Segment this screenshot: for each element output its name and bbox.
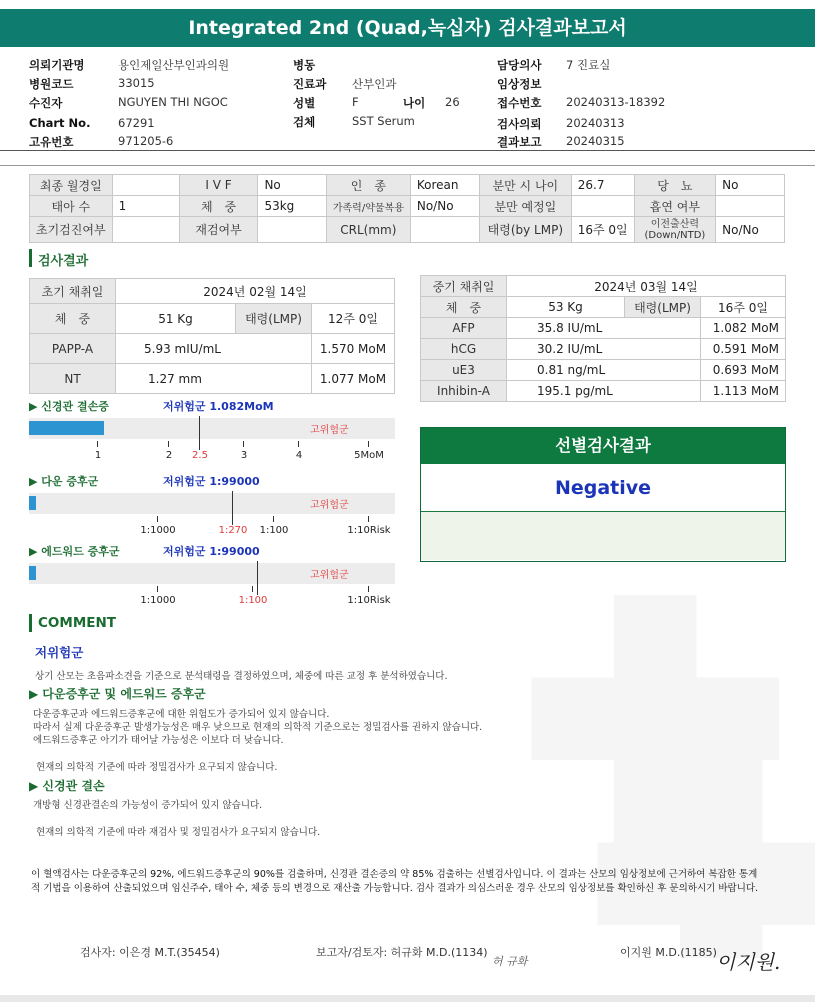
- info-label-cell: 가족력/약물복용: [326, 196, 410, 217]
- info-label-cell: 당 뇨: [634, 175, 716, 196]
- info-value-cell: [112, 175, 179, 196]
- info-value-cell: [410, 217, 479, 243]
- low-risk-text: 상기 산모는 초음파소견을 기준으로 분석태령을 결정하였으며, 체중에 따른 교정 후 분석하였습니다.: [35, 671, 448, 682]
- gauge-tick-label: 1:10Risk: [347, 595, 391, 606]
- info-value-cell: [112, 217, 179, 243]
- gauge-fill: [29, 566, 36, 580]
- papp-a-name: PAPP-A: [30, 334, 116, 364]
- header-left-value: 용인제일산부인과의원: [118, 58, 230, 72]
- gauge-tick: [97, 441, 98, 447]
- papp-a-mom: 1.570 MoM: [312, 334, 395, 364]
- gauge-tick-label: 1:1000: [140, 595, 176, 606]
- header-right-label: 임상정보: [497, 77, 542, 91]
- second-weight-label: 체 중: [421, 297, 507, 318]
- second-label: 중기 채취일: [421, 276, 507, 297]
- info-value-cell: [716, 196, 785, 217]
- hcg-name: hCG: [421, 339, 507, 360]
- info-value-cell: No/No: [716, 217, 785, 243]
- comment-heading-bar: [29, 614, 32, 632]
- gauge-tick-label: 1:10Risk: [347, 525, 391, 536]
- doctor-signature: 이지원 M.D.(1185): [620, 946, 717, 959]
- tester-signature: 검사자: 이은경 M.T.(35454): [80, 946, 220, 959]
- second-ga: 16주 0일: [701, 297, 786, 318]
- ue3-name: uE3: [421, 360, 507, 381]
- header-right-label: 검사의뢰: [497, 117, 542, 131]
- second-date: 2024년 03월 14일: [507, 276, 786, 297]
- header-mid-label: 진료과: [293, 77, 327, 91]
- gauge-tick: [168, 441, 169, 447]
- header-mid-value: 산부인과: [352, 77, 397, 91]
- gauge-high-risk-label: 고위험군: [310, 500, 349, 511]
- nt-mom: 1.077 MoM: [312, 364, 395, 394]
- first-trimester-table: [29, 278, 395, 394]
- down-line-1: 다운증후군과 에드워드증후군에 대한 위험도가 증가되어 있지 않습니다.: [33, 709, 330, 720]
- info-value-cell: 1: [112, 196, 179, 217]
- gauge-tick: [273, 516, 274, 522]
- header-right-label: 결과보고: [497, 135, 542, 149]
- header-mid-label: 병동: [293, 58, 316, 72]
- info-label-cell: 최종 월경일: [30, 175, 113, 196]
- nt-value: 1.27 mm: [116, 364, 312, 394]
- nt-name: NT: [30, 364, 116, 394]
- header-divider-2: [0, 165, 815, 166]
- second-trimester-table: [420, 275, 786, 402]
- screening-heading: 선별검사결과: [421, 428, 785, 464]
- footnote-line-2: 적 기법을 이용하여 산출되었으며 임신주수, 태아 수, 체중 등의 변경으로 재산출 가능합니다. 검사 결과가 의심스러운 경우 산모의 임상정보를 확인하신 후 문의하시기 바랍니다.: [31, 883, 759, 894]
- info-value-cell: 26.7: [571, 175, 634, 196]
- header-age-label: 나이: [403, 96, 426, 110]
- header-mid-label: 검체: [293, 115, 316, 129]
- gauge-title: ▶ 다운 증후군: [29, 475, 99, 488]
- screening-result: Negative: [421, 464, 785, 512]
- second-weight: 53 Kg: [507, 297, 625, 318]
- header-left-label: 수진자: [29, 96, 63, 110]
- gauge-tick: [232, 516, 233, 522]
- inhibin-a-value: 195.1 pg/mL: [507, 381, 701, 402]
- inhibin-a-mom: 1.113 MoM: [701, 381, 786, 402]
- header-left-label: 의뢰기관명: [29, 58, 85, 72]
- gauge-result: 저위험군 1:99000: [163, 475, 260, 488]
- gauge-title: ▶ 에드워드 증후군: [29, 545, 120, 558]
- info-value-cell: No: [258, 175, 326, 196]
- header-right-label: 담당의사: [497, 58, 542, 72]
- info-label-cell: 초기검진여부: [30, 217, 113, 243]
- info-label-cell: 태아 수: [30, 196, 113, 217]
- ntd-line-1: 개방형 신경관결손의 가능성이 증가되어 있지 않습니다.: [33, 800, 263, 811]
- gauge-tick-label: 1: [94, 450, 102, 461]
- info-label-cell: 분만 시 나이: [479, 175, 571, 196]
- down-line-2: 따라서 실제 다운증후군 발생가능성은 매우 낮으므로 현재의 의학적 기준으로는 정밀검사를 권하지 않습니다.: [33, 722, 483, 733]
- papp-a-value: 5.93 mIU/mL: [116, 334, 312, 364]
- gauge-tick-label: 4: [295, 450, 303, 461]
- first-weight: 51 Kg: [116, 304, 236, 334]
- header-age-value: 26: [445, 95, 460, 109]
- afp-mom: 1.082 MoM: [701, 318, 786, 339]
- first-weight-label: 체 중: [30, 304, 116, 334]
- gauge-tick: [243, 441, 244, 447]
- ntd-heading: ▶ 신경관 결손: [29, 779, 105, 793]
- afp-value: 35.8 IU/mL: [507, 318, 701, 339]
- header-right-label: 접수번호: [497, 96, 542, 110]
- header-left-label: Chart No.: [29, 116, 91, 130]
- gauge-fill: [29, 496, 36, 510]
- header-right-value: 7 진료실: [566, 58, 611, 72]
- gauge-tick-label: 1:1000: [140, 525, 176, 536]
- header-left-value: 971205-6: [118, 134, 174, 148]
- gauge-tick: [368, 441, 369, 447]
- down-edwards-heading: ▶ 다운증후군 및 에드워드 증후군: [29, 687, 206, 701]
- gauge-tick-label: 1:100: [238, 595, 268, 606]
- header-left-value: 67291: [118, 116, 155, 130]
- header-left-label: 고유번호: [29, 135, 74, 149]
- footnote-line-1: 이 혈액검사는 다운증후군의 92%, 에드워드증후군의 90%를 검출하며, 신경관 결손증의 약 85% 검출하는 선별검사입니다. 이 결과는 산모의 임상정보에 근거하여 복잡한 통계: [31, 869, 758, 880]
- reporter-handwritten-sign: 허 규화: [492, 955, 528, 968]
- gauge-tick: [157, 586, 158, 592]
- info-label-cell: 이전출산력 (Down/NTD): [634, 217, 716, 243]
- results-heading: 검사결과: [38, 254, 89, 269]
- gauge-tick-label: 5MoM: [354, 450, 384, 461]
- header-right-value: 20240313: [566, 116, 625, 130]
- screening-result-box: [420, 427, 786, 562]
- inhibin-a-name: Inhibin-A: [421, 381, 507, 402]
- gauge-tick: [199, 441, 200, 447]
- first-ga-label: 태령(LMP): [236, 304, 312, 334]
- gauge-tick-label: 2.5: [192, 450, 208, 461]
- info-label-cell: 체 중: [179, 196, 258, 217]
- gauge-fill: [29, 421, 104, 435]
- header-right-value: 20240315: [566, 134, 625, 148]
- gauge-title: ▶ 신경관 결손증: [29, 400, 109, 413]
- report-title: Integrated 2nd (Quad,녹십자) 검사결과보고서: [0, 9, 815, 47]
- info-label-cell: 인 종: [326, 175, 410, 196]
- first-date: 2024년 02월 14일: [116, 279, 395, 304]
- gauge-tick: [368, 586, 369, 592]
- results-heading-bar: [29, 249, 32, 267]
- ue3-value: 0.81 ng/mL: [507, 360, 701, 381]
- header-mid-value: SST Serum: [352, 114, 415, 128]
- gauge-tick: [368, 516, 369, 522]
- gauge-tick: [157, 516, 158, 522]
- info-value-cell: No: [716, 175, 785, 196]
- info-value-cell: No/No: [410, 196, 479, 217]
- gauge-result: 저위험군 1.082MoM: [163, 400, 274, 413]
- reporter-signature: 보고자/검토자: 허규화 M.D.(1134): [316, 946, 488, 959]
- screening-result-footer: [421, 512, 785, 560]
- info-label-cell: 흡연 여부: [634, 196, 716, 217]
- gauge-tick-label: 1:270: [218, 525, 248, 536]
- header-mid-label: 성별: [293, 96, 316, 110]
- gauge-high-risk-label: 고위험군: [310, 570, 349, 581]
- gauge-tick-label: 1:100: [259, 525, 289, 536]
- info-value-cell: [571, 196, 634, 217]
- gauge-tick-label: 3: [240, 450, 248, 461]
- info-label-cell: 재검여부: [179, 217, 258, 243]
- gauge-tick: [298, 441, 299, 447]
- low-risk-heading: 저위험군: [35, 645, 84, 660]
- info-value-cell: 16주 0일: [571, 217, 634, 243]
- gauge-tick: [252, 586, 253, 592]
- header-left-value: NGUYEN THI NGOC: [118, 95, 228, 109]
- watermark-logo: [515, 560, 815, 960]
- info-label-cell: I V F: [179, 175, 258, 196]
- gauge-cutoff-line: [257, 561, 258, 595]
- info-label-cell: 분만 예정일: [479, 196, 571, 217]
- header-left-label: 병원코드: [29, 77, 74, 91]
- first-ga: 12주 0일: [312, 304, 395, 334]
- hcg-mom: 0.591 MoM: [701, 339, 786, 360]
- ntd-line-2: 현재의 의학적 기준에 따라 재검사 및 정밀검사가 요구되지 않습니다.: [36, 827, 321, 838]
- gauge-tick-label: 2: [165, 450, 173, 461]
- gauge-result: 저위험군 1:99000: [163, 545, 260, 558]
- hcg-value: 30.2 IU/mL: [507, 339, 701, 360]
- info-value-cell: 53kg: [258, 196, 326, 217]
- info-value-cell: Korean: [410, 175, 479, 196]
- header-mid-value: F: [352, 95, 359, 109]
- header-left-value: 33015: [118, 76, 155, 90]
- doctor-handwritten-sign: 이지원.: [716, 950, 781, 974]
- first-label: 초기 채취일: [30, 279, 116, 304]
- ue3-mom: 0.693 MoM: [701, 360, 786, 381]
- info-label-cell: CRL(mm): [326, 217, 410, 243]
- page-bottom-strip: [0, 995, 815, 1002]
- comment-heading: COMMENT: [38, 615, 116, 631]
- header-divider: [0, 150, 815, 151]
- gauge-high-risk-label: 고위험군: [310, 425, 349, 436]
- info-label-cell: 태령(by LMP): [479, 217, 571, 243]
- down-line-4: 현재의 의학적 기준에 따라 정밀검사가 요구되지 않습니다.: [36, 762, 278, 773]
- info-value-cell: [258, 217, 326, 243]
- down-line-3: 에드워드증후군 아기가 태어날 가능성은 이보다 더 낮습니다.: [33, 735, 284, 746]
- afp-name: AFP: [421, 318, 507, 339]
- second-ga-label: 태령(LMP): [625, 297, 701, 318]
- header-right-value: 20240313-18392: [566, 95, 666, 109]
- patient-info-table: [29, 174, 785, 243]
